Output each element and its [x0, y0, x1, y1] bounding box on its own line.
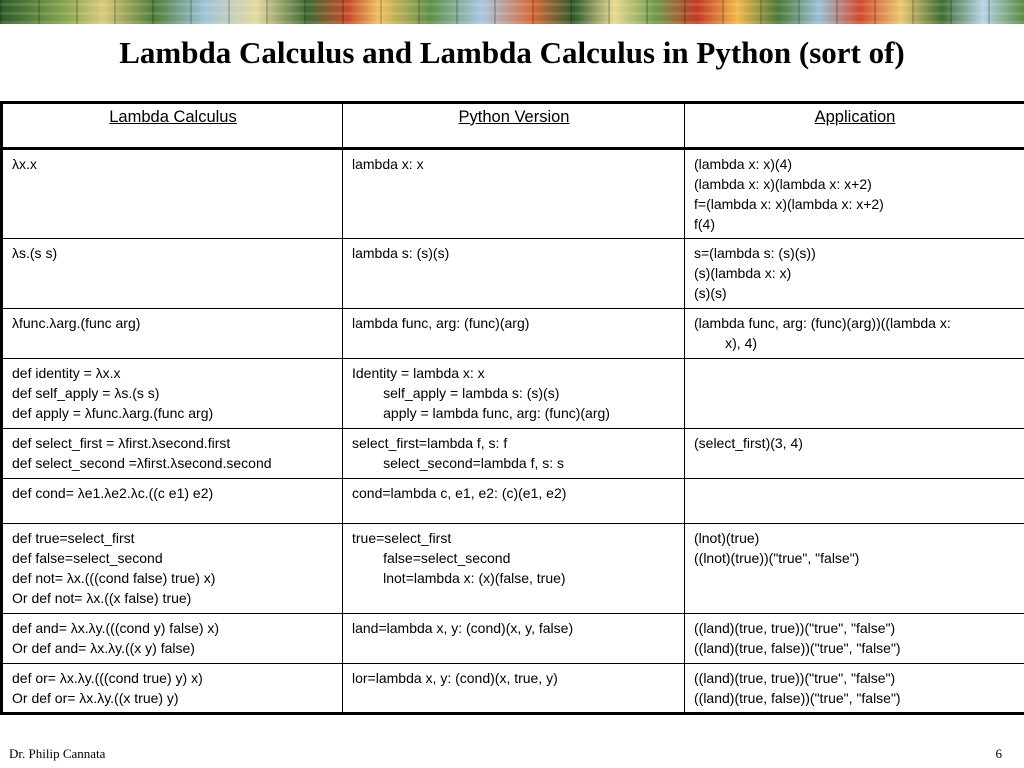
table-row [2, 149, 1024, 239]
table-row [2, 524, 1024, 614]
lambda-cell: def or= λx.λy.(((cond true) y) x) Or def or= λx.λy.((x true) y) [2, 664, 343, 714]
table-row [2, 664, 1024, 714]
author-footer: Dr. Philip Cannata [9, 746, 106, 761]
lambda-cell: def true=select_first def false=select_second def not= λx.(((cond false) true) x) Or def not= λx.((x false) true) [2, 524, 343, 614]
application-cell: (lambda func, arg: (func)(arg))((lambda x: x), 4) [685, 309, 1024, 359]
application-cell: s=(lambda s: (s)(s)) (s)(lambda x: x) (s)(s) [685, 239, 1024, 309]
application-cell: (lnot)(true) ((lnot)(true))("true", "false") [685, 524, 1024, 614]
lambda-cell: def identity = λx.x def self_apply = λs.(s s) def apply = λfunc.λarg.(func arg) [2, 359, 343, 429]
python-cell: lambda s: (s)(s) [343, 239, 685, 309]
lambda-cell: def cond= λe1.λe2.λc.((c e1) e2) [2, 479, 343, 524]
stained-glass-banner [0, 0, 1024, 24]
header-python-version: Python Version [343, 103, 685, 149]
application-cell [685, 479, 1024, 524]
python-cell: lor=lambda x, y: (cond)(x, true, y) [343, 664, 685, 714]
python-cell: lambda x: x [343, 149, 685, 239]
python-cell: Identity = lambda x: x self_apply = lambda s: (s)(s) apply = lambda func, arg: (func)(arg) [343, 359, 685, 429]
table-row [2, 359, 1024, 429]
header-lambda-calculus: Lambda Calculus [2, 103, 343, 149]
table-row [2, 429, 1024, 479]
application-cell: ((land)(true, true))("true", "false") ((land)(true, false))("true", "false") [685, 614, 1024, 664]
lambda-cell: λfunc.λarg.(func arg) [2, 309, 343, 359]
python-cell: select_first=lambda f, s: f select_second=lambda f, s: s [343, 429, 685, 479]
table-row [2, 479, 1024, 524]
application-cell: (lambda x: x)(4) (lambda x: x)(lambda x: x+2) f=(lambda x: x)(lambda x: x+2) f(4) [685, 149, 1024, 239]
header-application: Application [685, 103, 1024, 149]
lambda-cell: λx.x [2, 149, 343, 239]
python-cell: land=lambda x, y: (cond)(x, y, false) [343, 614, 685, 664]
application-cell [685, 359, 1024, 429]
table-row [2, 309, 1024, 359]
lambda-cell: def select_first = λfirst.λsecond.first def select_second =λfirst.λsecond.second [2, 429, 343, 479]
table-row [2, 239, 1024, 309]
application-cell: ((land)(true, true))("true", "false") ((land)(true, false))("true", "false") [685, 664, 1024, 714]
table-header-row [2, 103, 1024, 149]
python-cell: true=select_first false=select_second lnot=lambda x: (x)(false, true) [343, 524, 685, 614]
python-cell: cond=lambda c, e1, e2: (c)(e1, e2) [343, 479, 685, 524]
table-row [2, 614, 1024, 664]
lambda-cell: def and= λx.λy.(((cond y) false) x) Or def and= λx.λy.((x y) false) [2, 614, 343, 664]
page-number: 6 [995, 746, 1002, 761]
lambda-table [0, 101, 1024, 715]
python-cell: lambda func, arg: (func)(arg) [343, 309, 685, 359]
lambda-cell: λs.(s s) [2, 239, 343, 309]
slide-title: Lambda Calculus and Lambda Calculus in Python (sort of) [119, 35, 905, 70]
application-cell: (select_first)(3, 4) [685, 429, 1024, 479]
